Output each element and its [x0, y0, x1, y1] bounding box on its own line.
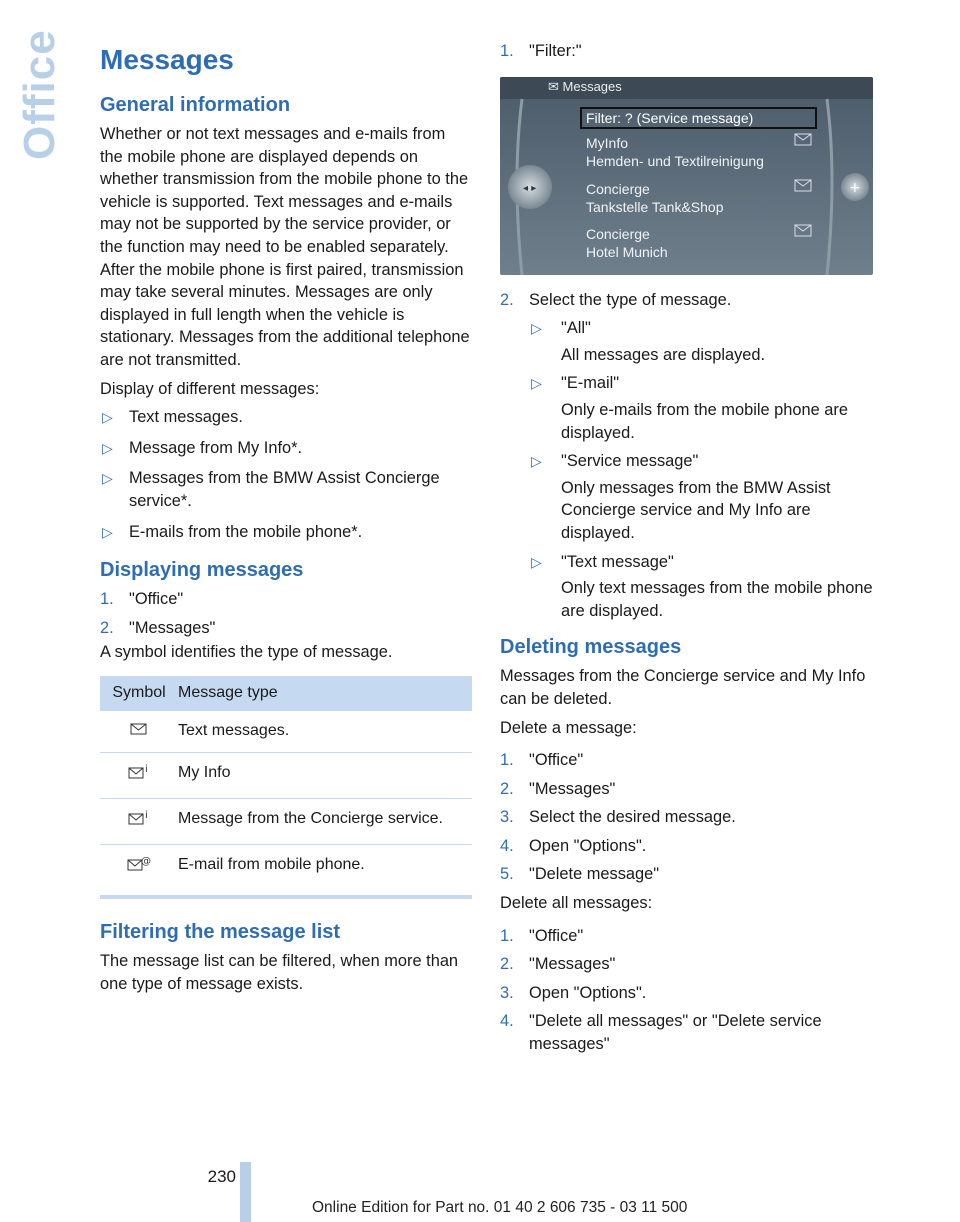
- step-item: 1. "Office": [500, 926, 584, 945]
- idrive-screen: [500, 77, 873, 275]
- envelope-info-icon: [128, 808, 150, 826]
- envelope-icon: [130, 721, 148, 735]
- left-column: [100, 40, 472, 1001]
- deleting-intro: Messages from the Concierge service and My Info can be deleted.: [500, 667, 866, 708]
- step-item: 2. "Messages": [100, 618, 216, 637]
- message-type-options: [529, 317, 875, 622]
- message-kinds-list: [100, 406, 472, 543]
- step-item: 4. Open "Options".: [500, 836, 647, 855]
- delete-all-steps: [500, 925, 875, 1056]
- step-item: 5. "Delete message": [500, 865, 660, 884]
- message-type-cell: Message from the Concierge service.: [178, 799, 472, 845]
- filter-step-2: [500, 289, 875, 623]
- step-item: 2. Select the type of message. ▷ "All" All messages are displayed. ▷ "E-mail" Only e-mails from the mobile phone are displayed. ▷ "Service message" Only messages from the BMW Assist Concierge service and My Info are displayed. ▷ "Text message" Only text messages from the mobile phone are displayed.: [500, 289, 875, 623]
- list-item: ▷ Text messages.: [100, 406, 472, 429]
- table-row: [100, 799, 472, 845]
- triangle-bullet-icon: ▷: [102, 470, 113, 487]
- general-paragraph: Whether or not text messages and e-mails from the mobile phone are displayed depends on whether transmission from the mobile phone to the vehicle is supported. Text messages and e-mails may not be supported by the service provider, or the function may need to be enabled separately. After the mobile phone is first paired, transmission may take several minutes. Messages are only displayed in full length when the vehicle is stationary. Messages from the additional telephone are not transmitted.: [100, 125, 470, 369]
- message-type-cell: Text messages.: [178, 711, 472, 753]
- side-tab-label: Office: [15, 29, 64, 160]
- table-row: [100, 753, 472, 799]
- step-item: 1. "Filter:": [500, 42, 582, 60]
- list-item: ▷ "All" All messages are displayed.: [531, 319, 766, 364]
- messages-icon: ✉: [548, 78, 563, 94]
- triangle-bullet-icon: ▷: [531, 320, 542, 337]
- screen-filter-row[interactable]: Filter: ? (Service message): [586, 109, 754, 126]
- message-type-cell: E-mail from mobile phone.: [178, 844, 472, 897]
- envelope-at-icon: [127, 854, 151, 872]
- idrive-screen-graphic: [500, 77, 873, 275]
- screen-list-item[interactable]: MyInfo Hemden- und Textilreinigung: [586, 134, 764, 169]
- triangle-bullet-icon: ▷: [102, 523, 113, 540]
- symbol-table: [100, 676, 472, 899]
- column-header-message-type: Message type: [178, 676, 472, 711]
- list-item: ▷ E-mails from the mobile phone*.: [100, 521, 472, 544]
- delete-all-label: Delete all messages:: [500, 894, 653, 913]
- triangle-bullet-icon: ▷: [531, 375, 542, 392]
- delete-one-label: Delete a message:: [500, 718, 637, 737]
- triangle-bullet-icon: ▷: [531, 453, 542, 470]
- list-item: ▷ Message from My Info*.: [100, 437, 472, 460]
- step-item: 4. "Delete all messages" or "Delete service messages": [500, 1012, 822, 1054]
- list-item: ▷ "E-mail" Only e-mails from the mobile phone are displayed.: [531, 374, 848, 442]
- column-header-symbol: Symbol: [100, 676, 178, 711]
- svg-text:◂ ▸: ◂ ▸: [523, 182, 537, 194]
- display-intro: Display of different messages:: [100, 379, 320, 398]
- list-item: ▷ Messages from the BMW Assist Concierge service*.: [102, 469, 440, 510]
- svg-text:+: +: [849, 179, 861, 196]
- right-column: [500, 40, 875, 1062]
- svg-text:i: i: [145, 810, 148, 822]
- step-item: 3. Open "Options".: [500, 983, 647, 1002]
- step-item: 1. "Office": [500, 751, 584, 770]
- displaying-heading: Displaying messages: [100, 559, 304, 582]
- svg-text:i: i: [145, 764, 148, 776]
- triangle-bullet-icon: ▷: [102, 409, 113, 426]
- list-item: ▷ "Service message" Only messages from the BMW Assist Concierge service and My Info are displayed.: [531, 452, 831, 542]
- filtering-heading: Filtering the message list: [100, 921, 341, 944]
- footer-edition-text: Online Edition for Part no. 01 40 2 606 735 - 03 11 500: [312, 1199, 688, 1216]
- page-number: 230: [207, 1167, 236, 1186]
- deleting-heading: Deleting messages: [500, 636, 682, 659]
- table-row: [100, 711, 472, 753]
- step-item: 1. "Office": [100, 590, 184, 609]
- symbol-intro: A symbol identifies the type of message.: [100, 643, 393, 662]
- table-header-row: [100, 676, 472, 711]
- list-item: ▷ "Text message" Only text messages from the mobile phone are displayed.: [531, 552, 873, 620]
- svg-text:@: @: [141, 855, 151, 867]
- step-item: 2. "Messages": [500, 955, 616, 974]
- section-side-tab: [15, 29, 64, 160]
- step-item: 3. Select the desired message.: [500, 808, 736, 827]
- screen-list-item[interactable]: Concierge Tankstelle Tank&Shop: [586, 180, 724, 215]
- screen-title: ✉ Messages: [548, 78, 622, 94]
- general-heading: General information: [100, 94, 291, 116]
- table-row: [100, 844, 472, 897]
- triangle-bullet-icon: ▷: [531, 553, 542, 570]
- filtering-paragraph: The message list can be filtered, when more than one type of message exists.: [100, 952, 459, 993]
- envelope-info-icon: [128, 762, 150, 780]
- filter-step-1: [500, 40, 875, 63]
- message-type-cell: My Info: [178, 753, 472, 799]
- delete-one-steps: [500, 749, 875, 886]
- screen-list-item[interactable]: Concierge Hotel Munich: [586, 225, 668, 260]
- footer-bar: [240, 1162, 251, 1222]
- step-item: 2. "Messages": [500, 779, 616, 798]
- triangle-bullet-icon: ▷: [102, 439, 113, 456]
- page-title: Messages: [100, 44, 234, 75]
- displaying-steps: [100, 588, 472, 639]
